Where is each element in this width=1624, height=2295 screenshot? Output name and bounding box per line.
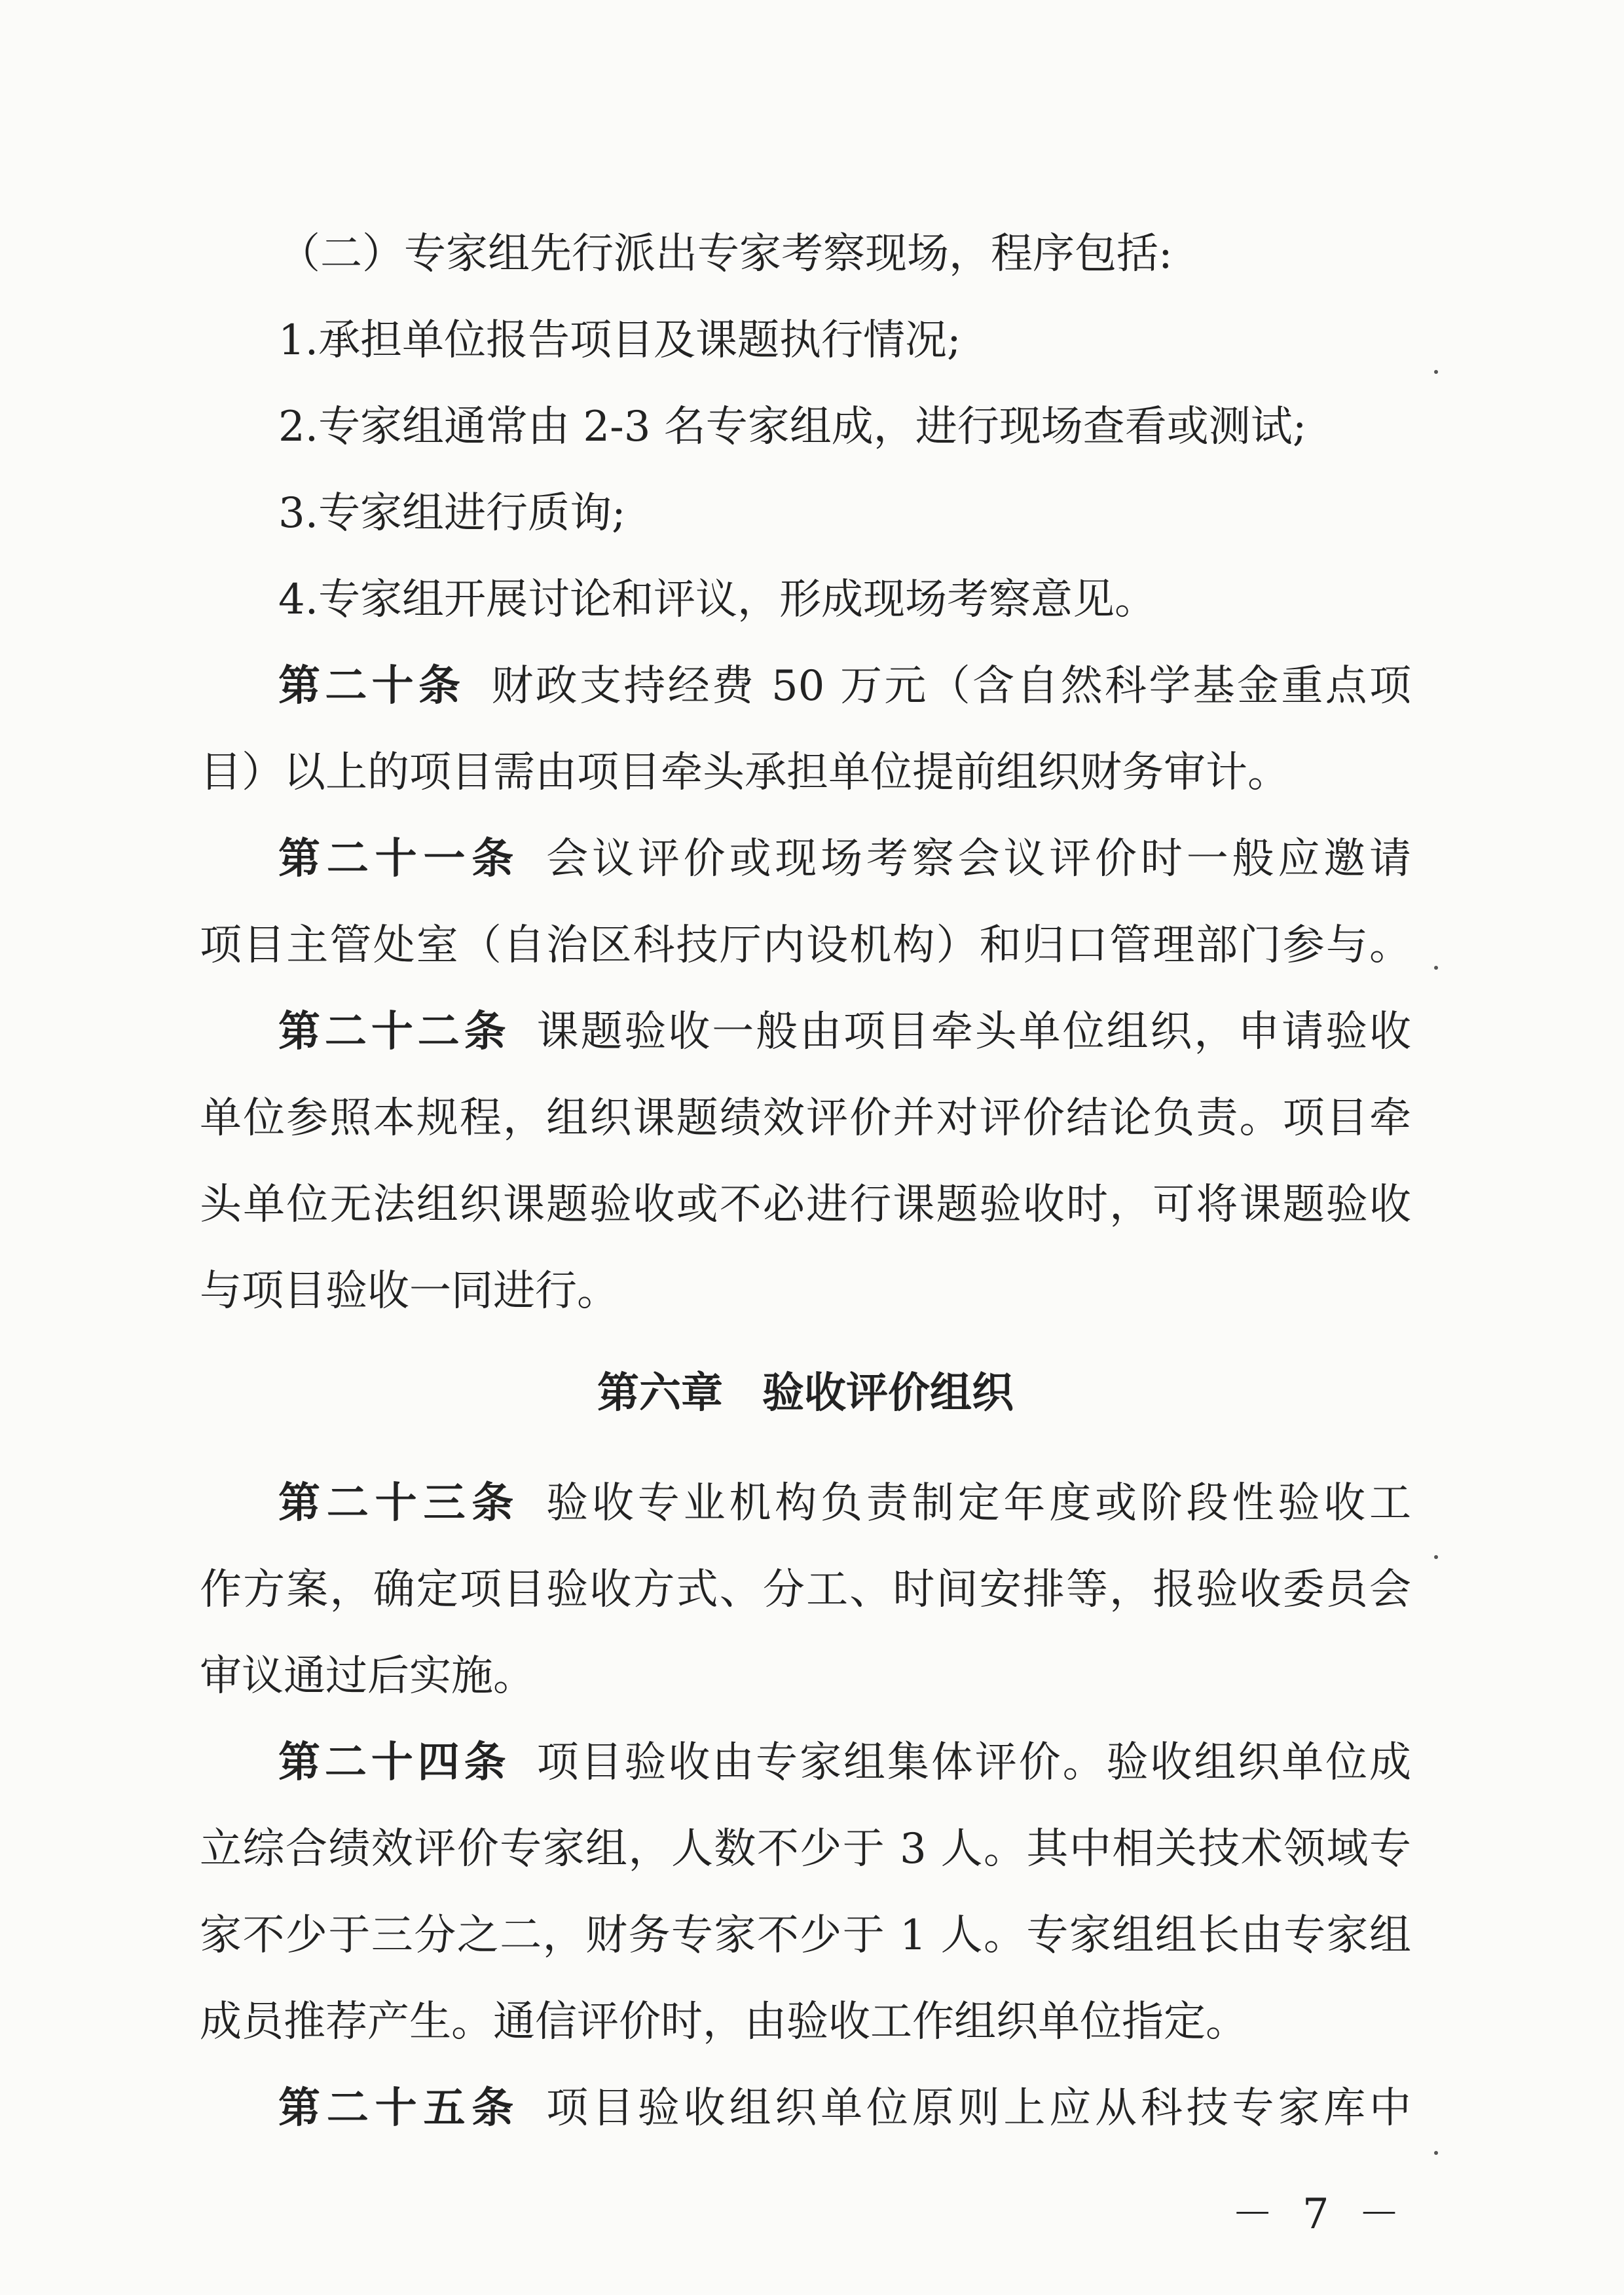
line-text: 与项目验收一同进行。 [200, 1267, 619, 1315]
page-number: － 7 － [1231, 2190, 1408, 2239]
paragraph-line [278, 211, 1173, 297]
line-text: 4.专家组开展讨论和评议，形成现场考察意见。 [278, 576, 1157, 624]
article-line [278, 989, 1411, 1075]
article-line [278, 1719, 1411, 1806]
line-text: 项目验收组织单位原则上应从科技专家库中 [546, 2084, 1412, 2133]
paragraph-line [200, 1248, 619, 1334]
line-text: 审议通过后实施。 [200, 1652, 535, 1700]
paragraph-line [200, 902, 1411, 989]
article-line [278, 816, 1411, 902]
paragraph-line [200, 1075, 1411, 1162]
article-line [278, 1460, 1411, 1547]
paragraph-line [278, 470, 626, 557]
line-text: 2.专家组通常由 2-3 名专家组成，进行现场查看或测试; [278, 403, 1307, 451]
paragraph-line [278, 384, 1306, 470]
chapter-heading [200, 1350, 1411, 1437]
paragraph-line [278, 297, 961, 384]
line-text: （二）专家组先行派出专家考察现场，程序包括: [278, 230, 1173, 278]
line-text: 课题验收一般由项目牵头单位组织，申请验收 [536, 1008, 1412, 1056]
line-text: 成员推荐产生。通信评价时，由验收工作组织单位指定。 [200, 1998, 1247, 2046]
line-text: 头单位无法组织课题验收或不必进行课题验收时，可将课题验收 [200, 1181, 1411, 1229]
line-text: 作方案，确定项目验收方式、分工、时间安排等，报验收委员会 [200, 1566, 1411, 1614]
scan-speck [1434, 966, 1438, 970]
paragraph-line [200, 729, 1289, 816]
article-number: 第二十四条 [278, 1738, 511, 1787]
line-text: 立综合绩效评价专家组，人数不少于 3 人。其中相关技术领域专 [200, 1825, 1411, 1873]
paragraph-line [200, 1806, 1411, 1892]
paragraph-line [200, 1633, 535, 1719]
article-number: 第二十三条 [278, 1479, 521, 1528]
article-line [278, 643, 1411, 729]
paragraph-line [200, 1979, 1247, 2065]
scan-speck [1434, 370, 1438, 374]
line-text: 家不少于三分之二，财务专家不少于 1 人。专家组组长由专家组 [200, 1911, 1411, 1960]
line-text: 会议评价或现场考察会议评价时一般应邀请 [546, 835, 1412, 883]
article-number: 第二十一条 [278, 835, 521, 883]
paragraph-line [200, 1892, 1411, 1979]
scan-speck [1434, 2151, 1438, 2155]
chapter-number: 第六章 [597, 1369, 723, 1418]
line-text: 项目主管处室（自治区科技厅内设机构）和归口管理部门参与。 [200, 921, 1411, 970]
line-text: 财政支持经费 50 万元（含自然科学基金重点项 [491, 662, 1411, 710]
paragraph-line [278, 557, 1156, 643]
article-line [278, 2065, 1411, 2152]
paragraph-line [200, 1547, 1411, 1633]
article-number: 第二十五条 [278, 2084, 521, 2133]
line-text: 单位参照本规程，组织课题绩效评价并对评价结论负责。项目牵 [200, 1094, 1411, 1143]
article-number: 第二十二条 [278, 1008, 511, 1056]
line-text: 项目验收由专家组集体评价。验收组织单位成 [536, 1738, 1412, 1787]
scan-speck [1434, 1555, 1438, 1559]
chapter-title: 验收评价组织 [762, 1369, 1014, 1418]
line-text: 1.承担单位报告项目及课题执行情况; [278, 316, 961, 365]
line-text: 目）以上的项目需由项目牵头承担单位提前组织财务审计。 [200, 748, 1289, 797]
article-number: 第二十条 [278, 662, 466, 710]
line-text: 验收专业机构负责制定年度或阶段性验收工 [546, 1479, 1412, 1528]
line-text: 3.专家组进行质询; [278, 489, 626, 538]
paragraph-line [200, 1162, 1411, 1248]
